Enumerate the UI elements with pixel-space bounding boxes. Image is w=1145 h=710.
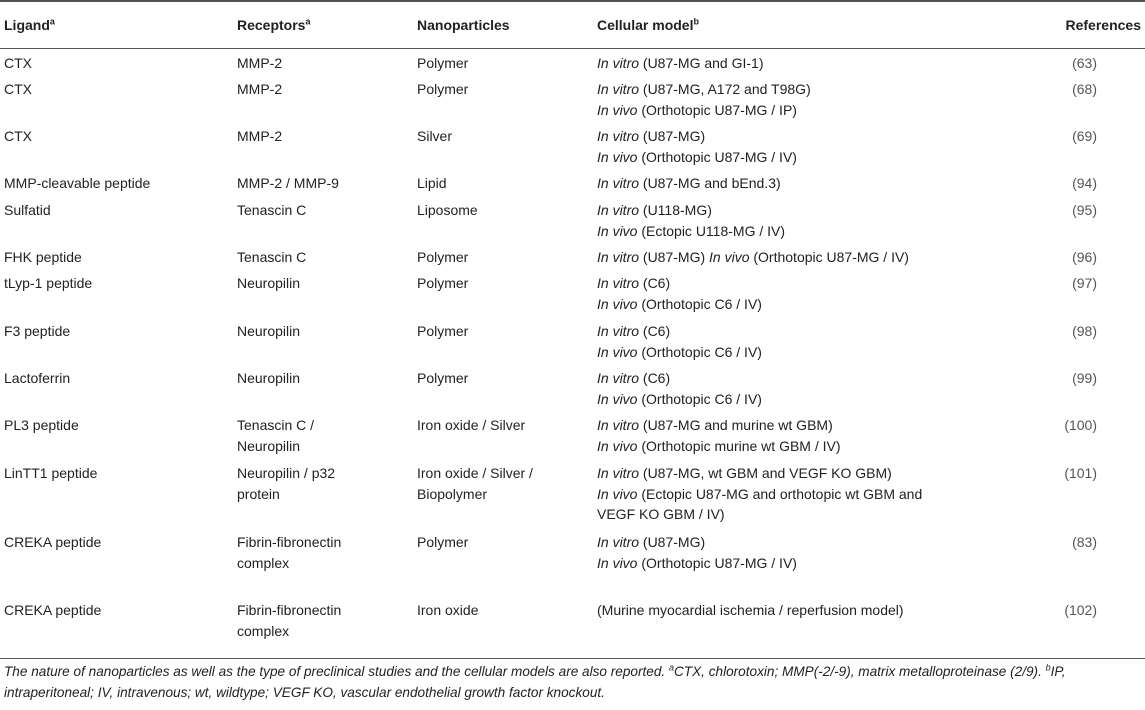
nanoparticle-cell bbox=[413, 411, 593, 459]
receptor-cell-line: MMP-2 / MMP-9 bbox=[237, 175, 339, 191]
nanoparticle-cell bbox=[413, 528, 593, 596]
reference-cell: (99) bbox=[1072, 370, 1097, 386]
ligand-cell bbox=[0, 243, 233, 269]
receptor-cell-line: Neuropilin bbox=[237, 437, 301, 454]
receptor-cell bbox=[233, 122, 413, 169]
receptor-cell bbox=[233, 243, 413, 269]
ligand-cell bbox=[0, 364, 233, 411]
nanoparticle-cell bbox=[413, 196, 593, 243]
ligand-cell-line: CREKA peptide bbox=[4, 602, 102, 618]
ligand-cell-line: CREKA peptide bbox=[4, 534, 102, 550]
cellular-model-cell bbox=[593, 75, 1013, 122]
nanoparticle-cell-line: Polymer bbox=[417, 275, 469, 291]
ligand-cell-line: F3 peptide bbox=[4, 323, 71, 339]
reference-cell: (97) bbox=[1072, 275, 1097, 291]
nanoparticle-cell-line: Polymer bbox=[417, 323, 469, 339]
cellular-model-line: (Murine myocardial ischemia / reperfusion model) bbox=[597, 602, 904, 618]
ligand-cell-line: PL3 peptide bbox=[4, 417, 79, 433]
table-row bbox=[0, 364, 1145, 411]
cellular-model-cell bbox=[593, 317, 1013, 364]
nanoparticle-cell bbox=[413, 48, 593, 75]
reference-cell: (98) bbox=[1072, 323, 1097, 339]
table-row bbox=[0, 459, 1145, 528]
receptor-cell-line: MMP-2 bbox=[237, 54, 283, 71]
header-references: References bbox=[1013, 1, 1145, 48]
receptor-cell-line: Neuropilin bbox=[237, 323, 301, 339]
nanoparticle-cell-line: Biopolymer bbox=[417, 485, 488, 502]
table-row bbox=[0, 317, 1145, 364]
cellular-model-line: In vivo (Orthotopic C6 / IV) bbox=[597, 390, 762, 407]
receptor-cell-line: Tenascin C / bbox=[237, 417, 315, 433]
ligand-cell bbox=[0, 169, 233, 196]
cellular-model-cell bbox=[593, 528, 1013, 596]
cellular-model-line: In vitro (U87-MG) bbox=[597, 128, 706, 144]
receptor-cell-line: complex bbox=[237, 622, 290, 639]
table-row bbox=[0, 75, 1145, 122]
table-row bbox=[0, 243, 1145, 269]
receptor-cell bbox=[233, 196, 413, 243]
receptor-cell bbox=[233, 459, 413, 528]
receptor-cell bbox=[233, 411, 413, 459]
table-footnote: The nature of nanoparticles as well as the type of preclinical studies and the cellular models are also reported. $^a$CTX, chlorotoxin; MMP(-2/-9), matrix metalloproteinase (2/9). $^b$IP, intraperitoneal; IV, intravenous; wt, wildtype; VEGF KO, vascular endothelial growth factor knockout. bbox=[4, 662, 1066, 700]
nanoparticle-cell-line: Iron oxide / Silver bbox=[417, 417, 526, 433]
reference-cell: (63) bbox=[1072, 54, 1097, 71]
cellular-model-cell bbox=[593, 269, 1013, 317]
cellular-model-line: In vitro (U87-MG and bEnd.3) bbox=[597, 175, 781, 191]
receptor-cell-line: Tenascin C bbox=[237, 249, 307, 265]
receptor-cell-line: MMP-2 bbox=[237, 81, 283, 97]
nanoparticle-cell-line: Iron oxide bbox=[417, 602, 479, 618]
nanoparticle-cell-line: Silver bbox=[417, 128, 453, 144]
nanoparticle-cell-line: Polymer bbox=[417, 81, 469, 97]
cellular-model-cell bbox=[593, 48, 1013, 75]
table-header-row bbox=[0, 1, 1145, 48]
ligand-cell-line: LinTT1 peptide bbox=[4, 465, 98, 481]
nanoparticle-cell bbox=[413, 459, 593, 528]
cellular-model-line: In vitro (C6) bbox=[597, 370, 671, 386]
nanoparticle-cell bbox=[413, 243, 593, 269]
ligand-cell bbox=[0, 75, 233, 122]
cellular-model-cell bbox=[593, 411, 1013, 459]
nanoparticle-cell-line: Iron oxide / Silver / bbox=[417, 465, 533, 481]
receptor-cell bbox=[233, 364, 413, 411]
cellular-model-cell bbox=[593, 243, 1013, 269]
ligand-cell-line: FHK peptide bbox=[4, 249, 82, 265]
cellular-model-line: In vitro (U87-MG, A172 and T98G) bbox=[597, 81, 811, 97]
receptor-cell bbox=[233, 596, 413, 658]
reference-cell: (101) bbox=[1064, 465, 1097, 481]
nanoparticle-cell bbox=[413, 169, 593, 196]
nanoparticle-cell-line: Polymer bbox=[417, 370, 469, 386]
cellular-model-line: In vivo (Orthotopic U87-MG / IP) bbox=[597, 101, 797, 118]
nanoparticle-cell-line: Polymer bbox=[417, 534, 469, 550]
cellular-model-cell bbox=[593, 122, 1013, 169]
cellular-model-line: In vitro (U87-MG and GI-1) bbox=[597, 54, 764, 71]
receptor-cell bbox=[233, 169, 413, 196]
receptor-cell-line: complex bbox=[237, 554, 290, 571]
cellular-model-cell bbox=[593, 459, 1013, 528]
cellular-model-line: In vivo (Orthotopic C6 / IV) bbox=[597, 295, 762, 312]
header-ligand: Ligand$^a$ bbox=[0, 1, 233, 48]
receptor-cell-line: protein bbox=[237, 485, 280, 502]
header-receptors: Receptors$^a$ bbox=[233, 1, 413, 48]
nanoparticle-cell bbox=[413, 364, 593, 411]
reference-cell: (68) bbox=[1072, 81, 1097, 97]
table-row bbox=[0, 596, 1145, 658]
nanoparticle-cell-line: Liposome bbox=[417, 202, 478, 218]
reference-cell: (95) bbox=[1072, 202, 1097, 218]
cellular-model-cell bbox=[593, 364, 1013, 411]
cellular-model-line: In vivo (Orthotopic C6 / IV) bbox=[597, 343, 762, 360]
nanoparticle-cell-line: Lipid bbox=[417, 175, 447, 191]
ligand-cell bbox=[0, 596, 233, 658]
receptor-cell bbox=[233, 269, 413, 317]
cellular-model-line: In vivo (Orthotopic murine wt GBM / IV) bbox=[597, 437, 841, 454]
receptor-cell bbox=[233, 48, 413, 75]
cellular-model-cell bbox=[593, 196, 1013, 243]
receptor-cell bbox=[233, 528, 413, 596]
cellular-model-cell bbox=[593, 596, 1013, 658]
table-body bbox=[0, 48, 1145, 658]
table-row bbox=[0, 122, 1145, 169]
reference-cell: (94) bbox=[1072, 175, 1097, 191]
cellular-model-line: In vitro (U87-MG) bbox=[597, 534, 706, 550]
ligand-cell bbox=[0, 48, 233, 75]
receptor-cell-line: Neuropilin bbox=[237, 275, 301, 291]
ligand-cell bbox=[0, 411, 233, 459]
table-row bbox=[0, 411, 1145, 459]
cellular-model-line: In vitro (U87-MG and murine wt GBM) bbox=[597, 417, 833, 433]
table-row bbox=[0, 528, 1145, 596]
ligand-cell-line: CTX bbox=[4, 81, 32, 97]
reference-cell: (83) bbox=[1072, 534, 1097, 550]
cellular-model-line: In vitro (U118-MG) bbox=[597, 202, 712, 218]
receptor-cell-line: MMP-2 bbox=[237, 128, 283, 144]
cellular-model-line: In vitro (C6) bbox=[597, 275, 671, 291]
ligand-cell-line: Sulfatid bbox=[4, 202, 51, 218]
ligand-cell bbox=[0, 269, 233, 317]
table-row bbox=[0, 48, 1145, 75]
receptor-cell bbox=[233, 75, 413, 122]
ligand-cell-line: CTX bbox=[4, 54, 32, 71]
ligand-cell-line: Lactoferrin bbox=[4, 370, 71, 386]
nanoparticle-cell bbox=[413, 122, 593, 169]
nanoparticle-cell-line: Polymer bbox=[417, 54, 469, 71]
cellular-model-line: In vivo (Ectopic U118-MG / IV) bbox=[597, 222, 786, 239]
cellular-model-line: In vitro (U87-MG) In vivo (Orthotopic U87-MG / IV) bbox=[597, 249, 909, 265]
receptor-cell-line: Neuropilin / p32 bbox=[237, 465, 336, 481]
cellular-model-line: In vitro (U87-MG, wt GBM and VEGF KO GBM) bbox=[597, 465, 892, 481]
reference-cell: (100) bbox=[1064, 417, 1097, 433]
nanoparticle-cell bbox=[413, 75, 593, 122]
ligand-cell-line: CTX bbox=[4, 128, 32, 144]
receptor-cell-line: Tenascin C bbox=[237, 202, 307, 218]
cellular-model-line: In vivo (Orthotopic U87-MG / IV) bbox=[597, 148, 797, 165]
nanoparticle-cell bbox=[413, 317, 593, 364]
reference-cell: (69) bbox=[1072, 128, 1097, 144]
nanoparticle-cell bbox=[413, 596, 593, 658]
ligand-cell bbox=[0, 317, 233, 364]
nanoparticle-cell-line: Polymer bbox=[417, 249, 469, 265]
ligand-cell bbox=[0, 196, 233, 243]
table-row bbox=[0, 196, 1145, 243]
receptor-cell-line: Neuropilin bbox=[237, 370, 301, 386]
receptor-cell-line: Fibrin-fibronectin bbox=[237, 534, 342, 550]
ligand-cell bbox=[0, 122, 233, 169]
cellular-model-line: VEGF KO GBM / IV) bbox=[597, 506, 725, 522]
ligand-cell bbox=[0, 528, 233, 596]
cellular-model-line: In vivo (Ectopic U87-MG and orthotopic wt GBM and bbox=[597, 485, 923, 502]
reference-cell: (102) bbox=[1013, 596, 1145, 658]
cellular-model-line: In vitro (C6) bbox=[597, 323, 671, 339]
nanoparticle-cell bbox=[413, 269, 593, 317]
receptor-cell bbox=[233, 317, 413, 364]
table-row bbox=[0, 269, 1145, 317]
ligand-cell bbox=[0, 459, 233, 528]
receptor-cell-line: Fibrin-fibronectin bbox=[237, 602, 342, 618]
ligand-cell-line: MMP-cleavable peptide bbox=[4, 175, 151, 191]
reference-cell: (96) bbox=[1072, 249, 1097, 265]
header-cellular-model: Cellular model$^b$ bbox=[593, 1, 1013, 48]
header-nanoparticles: Nanoparticles bbox=[413, 1, 593, 48]
ligand-cell-line: tLyp-1 peptide bbox=[4, 275, 93, 291]
cellular-model-cell bbox=[593, 169, 1013, 196]
table-row bbox=[0, 169, 1145, 196]
cellular-model-line: In vivo (Orthotopic U87-MG / IV) bbox=[597, 554, 797, 571]
